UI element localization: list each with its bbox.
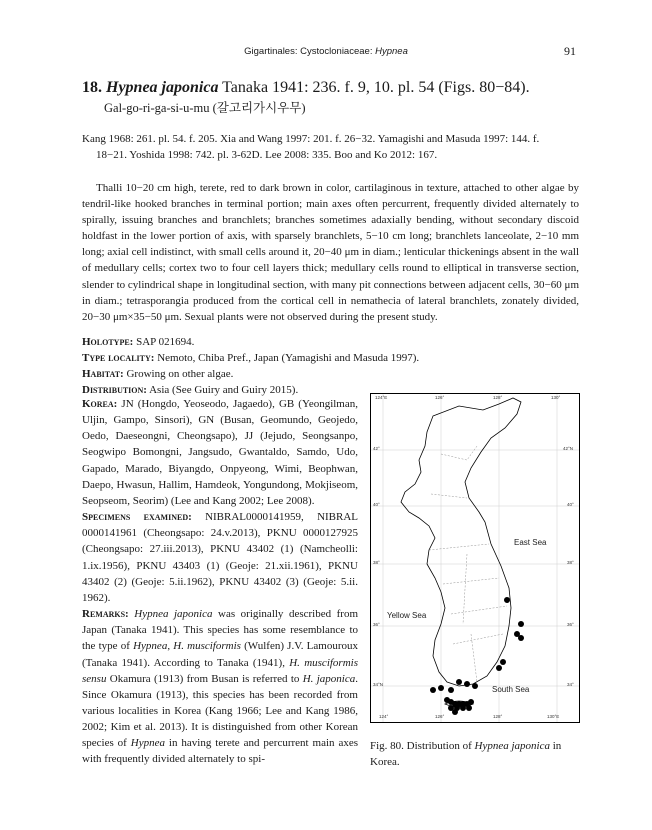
tick-left-4: 36°: [373, 622, 380, 627]
tick-right-5: 34°: [567, 682, 574, 687]
tick-right-4: 36°: [567, 622, 574, 627]
tick-right-2: 40°: [567, 502, 574, 507]
distribution-point: [518, 635, 524, 641]
korean-peninsula-outline: [401, 398, 521, 686]
tick-top-4: 130°: [551, 395, 561, 400]
tick-right-3: 38°: [567, 560, 574, 565]
map-graticule: [371, 394, 579, 722]
distribution-point: [456, 679, 462, 685]
tick-bottom-4: 130°E: [547, 714, 560, 719]
korea-map-drawing: [371, 394, 579, 722]
east-sea-label: East Sea: [514, 538, 547, 547]
korea-records: Korea: JN (Hongdo, Yeoseodo, Jagaedo), GB (Yeongilman, Uljin, Gampo, Sinsori), GN (Busan, Geomundo, Geojedo, Oedo, Daeseongni, Cheongsapo), JJ (Jejudo, Seongsanpo, Seogwipo Bomongni, Jangsudo, Gwantaldo, Samdo, Udo, Gapado, Marado, Biyangdo, Onpyeong, Wimi, Beophwan, Daepo, Hwasun, Hallim, Hamdeok, Yongundong, Mokjiseom, Seopseom, Seorim) (Lee and Kang 2002; Lee 2008).: [82, 398, 358, 507]
distribution-point: [472, 683, 478, 689]
tick-bottom-3: 128°: [493, 714, 503, 719]
species-title: [82, 78, 582, 97]
distribution-point: [518, 621, 524, 627]
korean-name: Gal-go-ri-ga-si-u-mu (갈고리가시우무): [104, 101, 306, 115]
species-number: 18.: [82, 79, 102, 96]
distribution-point: [466, 705, 472, 711]
south-sea-label: South Sea: [492, 685, 530, 694]
habitat: Habitat: Growing on other algae.: [82, 368, 234, 380]
distribution-point: [468, 699, 474, 705]
tick-left-5: 34°N: [373, 682, 384, 687]
tick-left-2: 40°: [373, 502, 380, 507]
distribution: Distribution: Asia (See Guiry and Guiry 2015).: [82, 384, 299, 396]
tick-top-2: 126°: [435, 395, 445, 400]
type-locality: Type locality: Nemoto, Chiba Pref., Japan (Yamagishi and Masuda 1997).: [82, 352, 420, 364]
tick-bottom-1: 124°: [379, 714, 389, 719]
page-number: 91: [564, 44, 576, 58]
specimens-examined: Specimens examined: NIBRAL0000141959, NIBRAL 0000141961 (Cheongsapo: 24.v.2013), PKNU 0000127925 (Cheongsapo: 27.iii.2013), PKNU 43402 (1) (Namcheolli: 1.ix.1956), PKNU 43403 (1) (Geoje: 21.xii.1961), PKNU 43402 (2) (Geoje: 5.ii.1962), PKNU 43402 (3) (Geoje: 5.ii. 1962).: [82, 511, 359, 604]
yellow-sea-label: Yellow Sea: [387, 611, 427, 620]
distribution-point: [438, 685, 444, 691]
references: [82, 131, 577, 163]
tick-top-1: 124°E: [375, 395, 388, 400]
tick-top-3: 128°: [493, 395, 503, 400]
tick-left-1: 42°: [373, 446, 380, 451]
tick-left-3: 38°: [373, 560, 380, 565]
distribution-point: [504, 597, 510, 603]
species-authority: Tanaka 1941: 236. f. 9, 10. pl. 54 (Figs. 80−84).: [218, 79, 530, 96]
distribution-point: [464, 681, 470, 687]
tick-bottom-2: 126°: [435, 714, 445, 719]
left-column: [82, 396, 358, 768]
distribution-point: [460, 705, 466, 711]
distribution-map: [370, 393, 580, 723]
distribution-point: [452, 709, 458, 715]
description-paragraph: Thalli 10−20 cm high, terete, red to dark brown in color, cartilaginous in texture, attached to other algae by tendril-like hooked branches in terminal portion; main axes often percurrent, frequently divided alternately to spirally, issuing branches and branchlets; branches sometimes adaxially bending, without secondary discoid holdfast in the lower portion of axis, with sparsely branchlets, 5−10 cm long; branchlets lanceolate, 2−10 mm long; axial cell indistinct, with small cells around it, 20−40 μm in diam.; lenticular thickenings absent in the wall of medullary cells; cortex two to four cell layers thick; medullary cells round to elliptical in transverse section, slender to cylindrical shape in longitudinal section, with many pit connections between adjacent cells, 30−60 μm in diam.; tetrasporangia produced from the cortical cell in nemathecia of lateral branchlets, zonately divided, 20−30 μm×35−50 μm. Sexual plants were not observed during the present study.: [82, 182, 579, 323]
distribution-point: [448, 687, 454, 693]
running-head: Gigartinales: Cystocloniaceae: Hypnea: [244, 46, 408, 57]
species-scientific-name: Hypnea japonica: [106, 79, 219, 96]
tick-right-1: 42°N: [563, 446, 574, 451]
holotype: Holotype: SAP 021694.: [82, 336, 195, 348]
distribution-point: [430, 687, 436, 693]
references-line-1: Kang 1968: 261. pl. 54. f. 205. Xia and Wang 1997: 201. f. 26−32. Yamagishi and Masuda 1997: 144. f.: [82, 133, 540, 145]
remarks: Remarks: Hypnea japonica was originally described from Japan (Tanaka 1941). This species has some resemblance to the type of Hypnea, H. musciformis (Wulfen) J.V. Lamouroux (Tanaka 1941). According to Tanaka (1941), H. musciformis sensu Okamura (1913) from Busan is referred to H. japonica. Since Okamura (1913), this species has been recorded from various localities in Korea (Kang 1966; Lee and Kang 1986, 2002; Kim et al. 2013). It is distinguished from other Korean species of Hypnea in having terete and percurrent main axes with frequently divided alternately to spi-: [82, 608, 359, 766]
distribution-point: [500, 659, 506, 665]
references-line-2: 18−21. Yoshida 1998: 742. pl. 3-62D. Lee 2008: 335. Boo and Ko 2012: 167.: [96, 149, 438, 161]
distribution-point: [496, 665, 502, 671]
figure-caption: Fig. 80. Distribution of Hypnea japonica in Korea.: [370, 740, 562, 768]
